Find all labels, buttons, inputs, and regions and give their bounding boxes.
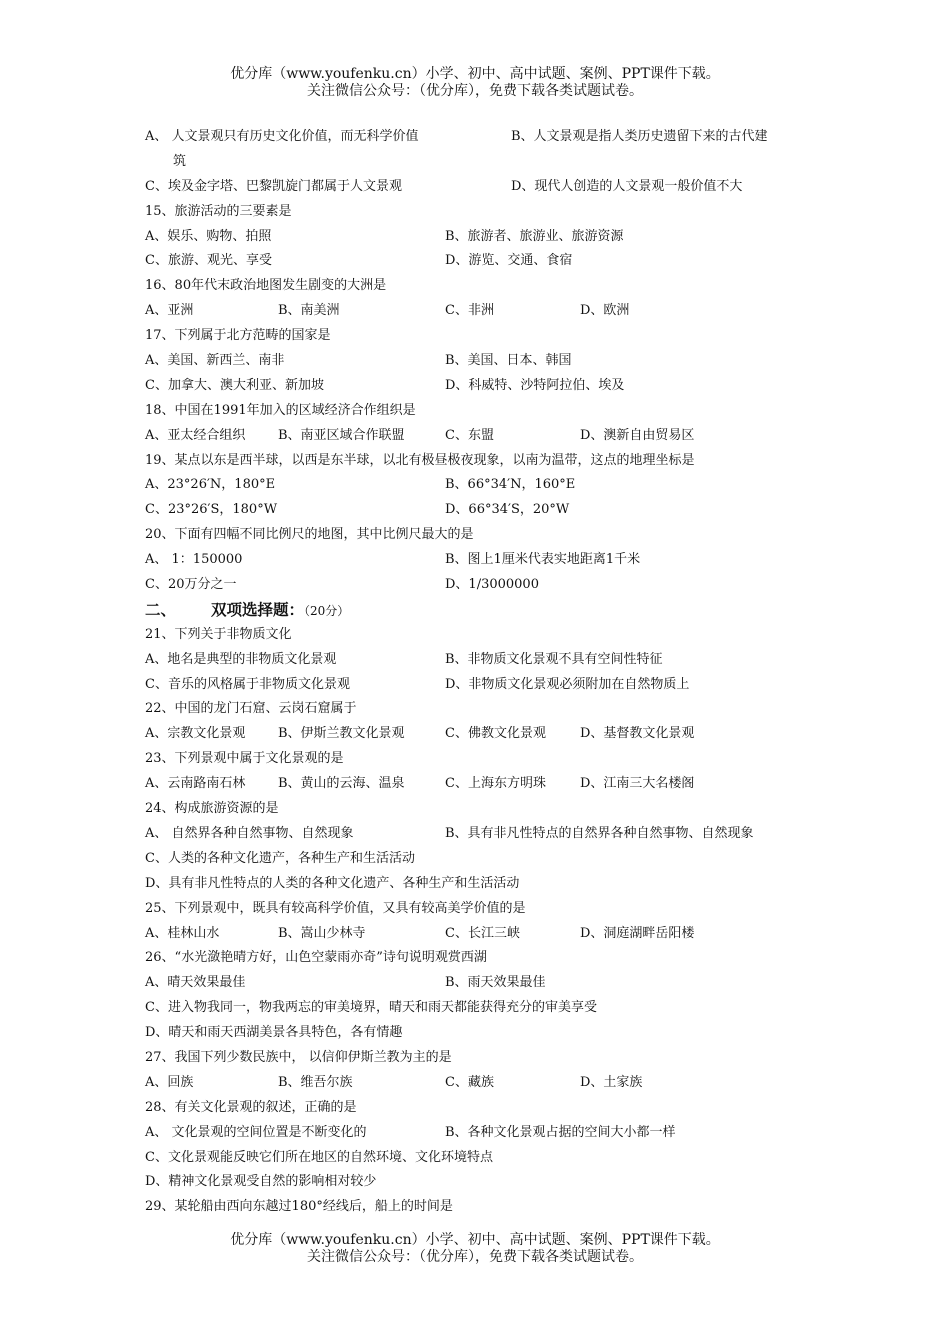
question-stem: 25、下列景观中，既具有较高科学价值，又具有较高美学价值的是 [145, 900, 526, 916]
option-c: C、文化景观能反映它们所在地区的自然环境、文化环境特点 [145, 1149, 493, 1165]
option-c: C、旅游、观光、享受 [145, 253, 272, 269]
option-b: B、人文景观是指人类历史遗留下来的古代建 [511, 129, 768, 144]
option-b: B、南美洲 [278, 303, 340, 319]
option-d: D、澳新自由贸易区 [580, 427, 695, 443]
option-d: D、非物质文化景观必须附加在自然物质上 [445, 676, 690, 692]
question-stem: 23、下列景观中属于文化景观的是 [145, 751, 344, 767]
header-line-2: 关注微信公众号：（优分库），免费下载各类试题试卷。 [307, 83, 643, 99]
option-c: C、埃及金字塔、巴黎凯旋门都属于人文景观 [145, 178, 402, 194]
option-c: C、人类的各种文化遗产，各种生产和生活活动 [145, 850, 415, 866]
question-stem: 20、下面有四幅不同比例尺的地图，其中比例尺最大的是 [145, 527, 474, 543]
option-b: B、雨天效果最佳 [445, 975, 546, 991]
options-row [145, 473, 835, 498]
question-stem: 18、中国在1991年加入的区域经济合作组织是 [145, 402, 416, 418]
option-b: B、维吾尔族 [278, 1074, 353, 1090]
option-a: A、宗教文化景观 [145, 726, 246, 742]
options-row [145, 922, 835, 947]
option-d: D、欧洲 [580, 303, 630, 319]
question-stem: 21、下列关于非物质文化 [145, 626, 292, 642]
option-b: B、南亚区域合作联盟 [278, 427, 405, 443]
question-14-options-row1 [145, 125, 835, 150]
option-c: C、加拿大、澳大利亚、新加坡 [145, 377, 324, 393]
question-14-options-row2 [145, 150, 835, 175]
option-a: A、亚洲 [145, 303, 194, 319]
option-a: A、 1：150000 [145, 552, 243, 568]
option-c: C、20万分之一 [145, 577, 237, 593]
options-row [145, 573, 835, 598]
option-c: C、23°26′S，180°W [145, 502, 278, 518]
option-d: D、土家族 [580, 1074, 643, 1090]
option-b: B、各种文化景观占据的空间大小都一样 [445, 1124, 676, 1140]
option-b: B、具有非凡性特点的自然界各种自然事物、自然现象 [445, 825, 754, 841]
options-row [145, 648, 835, 673]
options-row [145, 249, 835, 274]
options-row [145, 971, 835, 996]
option-c: C、上海东方明珠 [445, 776, 546, 792]
option-d: D、具有非凡性特点的人类的各种文化遗产、各种生产和生活活动 [145, 875, 520, 891]
options-row [145, 349, 835, 374]
option-c: C、长江三峡 [445, 925, 520, 941]
option-c: C、东盟 [445, 427, 494, 443]
section-points: （20分） [304, 603, 350, 618]
option-a: A、回族 [145, 1074, 194, 1090]
option-b: B、图上1厘米代表实地距离1千米 [445, 552, 641, 568]
option-d: D、江南三大名楼阁 [580, 776, 695, 792]
option-d: D、晴天和雨天西湖美景各具特色，各有情趣 [145, 1025, 403, 1041]
option-d: D、游览、交通、食宿 [445, 253, 573, 269]
question-stem: 17、下列属于北方范畴的国家是 [145, 328, 331, 344]
question-14-options-row3 [145, 175, 835, 200]
option-d: D、66°34′S，20°W [445, 502, 570, 518]
option-d: D、洞庭湖畔岳阳楼 [580, 925, 695, 941]
footer-line-2: 关注微信公众号：（优分库），免费下载各类试题试卷。 [307, 1249, 643, 1265]
question-stem: 22、中国的龙门石窟、云岗石窟属于 [145, 701, 357, 717]
option-a: A、娱乐、购物、拍照 [145, 228, 272, 244]
option-d: D、精神文化景观受自然的影响相对较少 [145, 1174, 377, 1190]
section-number: 二、 [145, 599, 177, 619]
question-stem: 27、我国下列少数民族中， 以信仰伊斯兰教为主的是 [145, 1049, 452, 1065]
option-b: B、非物质文化景观不具有空间性特征 [445, 651, 663, 667]
question-stem: 29、某轮船由西向东越过180°经线后，船上的时间是 [145, 1199, 453, 1215]
page-header [0, 66, 950, 100]
option-c: C、音乐的风格属于非物质文化景观 [145, 676, 350, 692]
option-a: A、云南路南石林 [145, 776, 246, 792]
option-c: C、非洲 [445, 303, 494, 319]
question-stem: 19、某点以东是西半球，以西是东半球，以北有极昼极夜现象，以南为温带，这点的地理坐标是 [145, 452, 695, 468]
option-c: C、进入物我同一，物我两忘的审美境界，晴天和雨天都能获得充分的审美享受 [145, 1000, 597, 1016]
option-a: A、 自然界各种自然事物、自然现象 [145, 825, 354, 841]
option-b: B、旅游者、旅游业、旅游资源 [445, 228, 624, 244]
options-row [145, 299, 835, 324]
section-heading [145, 598, 835, 623]
option-a: A、晴天效果最佳 [145, 975, 246, 991]
option-a: A、 文化景观的空间位置是不断变化的 [145, 1124, 367, 1140]
options-row [145, 374, 835, 399]
options-row [145, 424, 835, 449]
section-title: 双项选择题： [211, 599, 305, 619]
option-b: B、黄山的云海、温泉 [278, 776, 405, 792]
options-row [145, 1071, 835, 1096]
option-a: A、桂林山水 [145, 925, 220, 941]
option-d: D、科威特、沙特阿拉伯、埃及 [445, 377, 625, 393]
option-d: D、现代人创造的人文景观一般价值不大 [511, 178, 743, 194]
options-row [145, 225, 835, 250]
options-row [145, 822, 835, 847]
option-d: D、基督教文化景观 [580, 726, 695, 742]
options-row [145, 722, 835, 747]
question-stem: 24、构成旅游资源的是 [145, 801, 279, 817]
option-c: C、佛教文化景观 [445, 726, 546, 742]
option-b: B、嵩山少林寺 [278, 925, 366, 941]
page-footer [0, 1232, 950, 1266]
option-a: A、23°26′N，180°E [145, 477, 276, 493]
question-stem: 28、有关文化景观的叙述，正确的是 [145, 1099, 357, 1115]
options-row [145, 548, 835, 573]
options-row [145, 772, 835, 797]
option-b: B、美国、日本、韩国 [445, 353, 572, 369]
question-stem: 15、旅游活动的三要素是 [145, 203, 292, 219]
header-line-1: 优分库（www.youfenku.cn）小学、初中、高中试题、案例、PPT课件下载。 [230, 66, 720, 82]
question-stem: 16、80年代末政治地图发生剧变的大洲是 [145, 278, 387, 294]
option-a: A、 人文景观只有历史文化价值，而无科学价值 [145, 129, 419, 144]
exam-content [145, 125, 835, 1220]
option-a: A、美国、新西兰、南非 [145, 353, 285, 369]
option-c: C、藏族 [445, 1074, 494, 1090]
option-b: B、伊斯兰教文化景观 [278, 726, 405, 742]
options-row [145, 673, 835, 698]
option-b-continued: 筑 [173, 153, 187, 169]
option-d: D、1/3000000 [445, 577, 539, 593]
options-row [145, 1121, 835, 1146]
option-b: B、66°34′N，160°E [445, 477, 576, 493]
option-a: A、地名是典型的非物质文化景观 [145, 651, 337, 667]
option-a: A、亚太经合组织 [145, 427, 246, 443]
question-stem: 26、“水光潋艳晴方好，山色空蒙雨亦奇”诗句说明观赏西湖 [145, 950, 487, 966]
footer-line-1: 优分库（www.youfenku.cn）小学、初中、高中试题、案例、PPT课件下载。 [230, 1232, 720, 1248]
options-row [145, 498, 835, 523]
